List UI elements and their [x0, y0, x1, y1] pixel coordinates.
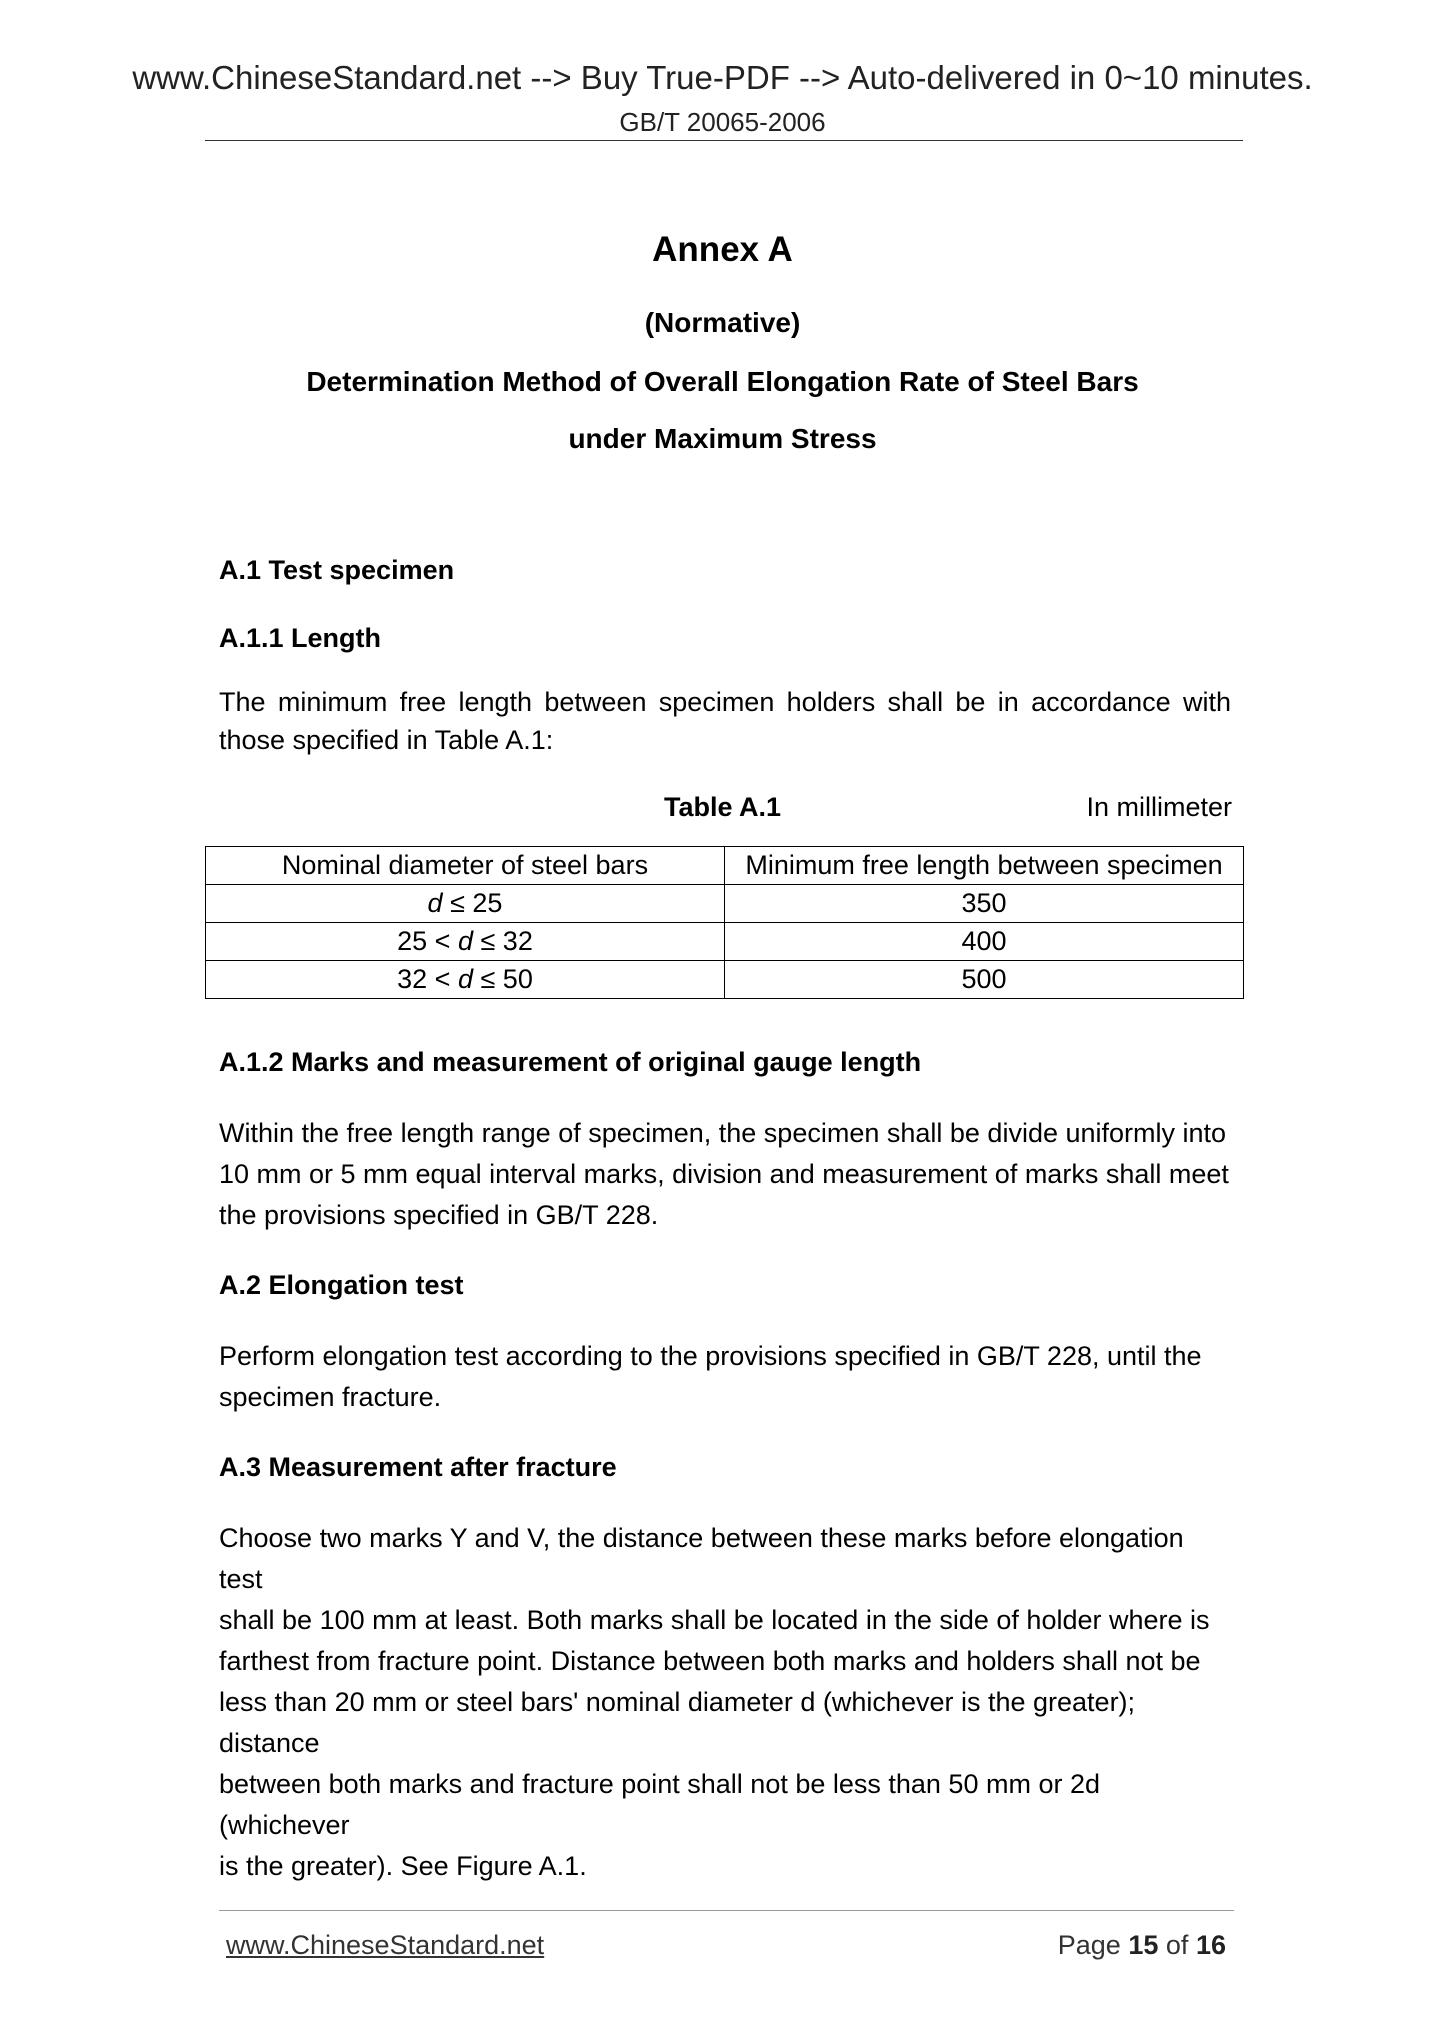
heading-a1: A.1 Test specimen	[219, 555, 455, 585]
annex-title: Annex A	[652, 230, 793, 269]
paragraph-line: the provisions specified in GB/T 228.	[219, 1200, 659, 1230]
paragraph-a2	[219, 1336, 1231, 1418]
paragraph-line: farthest from fracture point. Distance between both marks and holders shall not be	[219, 1646, 1201, 1676]
table-row	[206, 885, 1244, 923]
heading-a2: A.2 Elongation test	[219, 1270, 464, 1300]
heading-a11: A.1.1 Length	[219, 623, 382, 653]
diameter-suffix: ≤ 32	[472, 926, 533, 956]
diameter-prefix: 32 <	[397, 964, 458, 994]
header-divider	[205, 140, 1243, 141]
heading-a12: A.1.2 Marks and measurement of original gauge length	[219, 1047, 922, 1077]
page-current: 15	[1128, 1930, 1159, 1960]
page-of: of	[1165, 1930, 1189, 1960]
paragraph-line: is the greater). See Figure A.1.	[219, 1851, 587, 1881]
paragraph-line: Within the free length range of specimen, the specimen shall be divide uniformly into	[219, 1118, 1227, 1148]
diameter-cell	[206, 923, 725, 961]
paragraph-a3	[219, 1518, 1231, 1887]
length-table	[205, 846, 1244, 999]
paragraph-line: Choose two marks Y and V, the distance between these marks before elongation test	[219, 1523, 1184, 1594]
length-cell: 400	[725, 923, 1244, 961]
diameter-prefix: 25 <	[397, 926, 458, 956]
length-cell: 350	[725, 885, 1244, 923]
diameter-cell	[206, 885, 725, 923]
page-total: 16	[1195, 1930, 1226, 1960]
paragraph-a12	[219, 1113, 1231, 1236]
paragraph-line: between both marks and fracture point shall not be less than 50 mm or 2d (whichever	[219, 1769, 1100, 1840]
diameter-variable: d	[427, 888, 443, 918]
paragraph-line: less than 20 mm or steel bars' nominal diameter d (whichever is the greater); distance	[219, 1687, 1136, 1758]
paragraph-a11: The minimum free length between specimen holders shall be in accordance with those specified in Table A.1:	[219, 687, 1231, 755]
length-cell: 500	[725, 961, 1244, 999]
standard-code: GB/T 20065-2006	[619, 107, 826, 137]
table-unit: In millimeter	[1086, 792, 1232, 822]
annex-subtitle-line1: Determination Method of Overall Elongation Rate of Steel Bars	[306, 366, 1139, 397]
page-label: Page	[1057, 1930, 1121, 1960]
column-header-diameter: Nominal diameter of steel bars	[206, 847, 725, 885]
paragraph-line: Perform elongation test according to the provisions specified in GB/T 228, until the	[219, 1341, 1202, 1371]
diameter-suffix: ≤ 50	[472, 964, 533, 994]
heading-a3: A.3 Measurement after fracture	[219, 1452, 617, 1482]
diameter-variable: d	[457, 926, 473, 956]
paragraph-line: shall be 100 mm at least. Both marks shall be located in the side of holder where is	[219, 1605, 1210, 1635]
page-number	[1058, 1928, 1226, 1962]
diameter-suffix: ≤ 25	[442, 888, 503, 918]
table-header-row	[206, 847, 1244, 885]
footer-divider	[219, 1910, 1234, 1911]
annex-type: (Normative)	[644, 307, 801, 338]
column-header-length: Minimum free length between specimen	[725, 847, 1244, 885]
paragraph-line: 10 mm or 5 mm equal interval marks, division and measurement of marks shall meet	[219, 1159, 1229, 1189]
annex-subtitle-line2: under Maximum Stress	[568, 423, 877, 454]
top-banner[interactable]: www.ChineseStandard.net --> Buy True-PDF --> Auto-delivered in 0~10 minutes.	[132, 59, 1313, 96]
diameter-variable: d	[457, 964, 473, 994]
table-caption: Table A.1	[663, 792, 782, 822]
paragraph-line: specimen fracture.	[219, 1382, 442, 1412]
table-row	[206, 961, 1244, 999]
footer-website-link[interactable]: www.ChineseStandard.net	[226, 1930, 545, 1960]
table-row	[206, 923, 1244, 961]
diameter-cell	[206, 961, 725, 999]
